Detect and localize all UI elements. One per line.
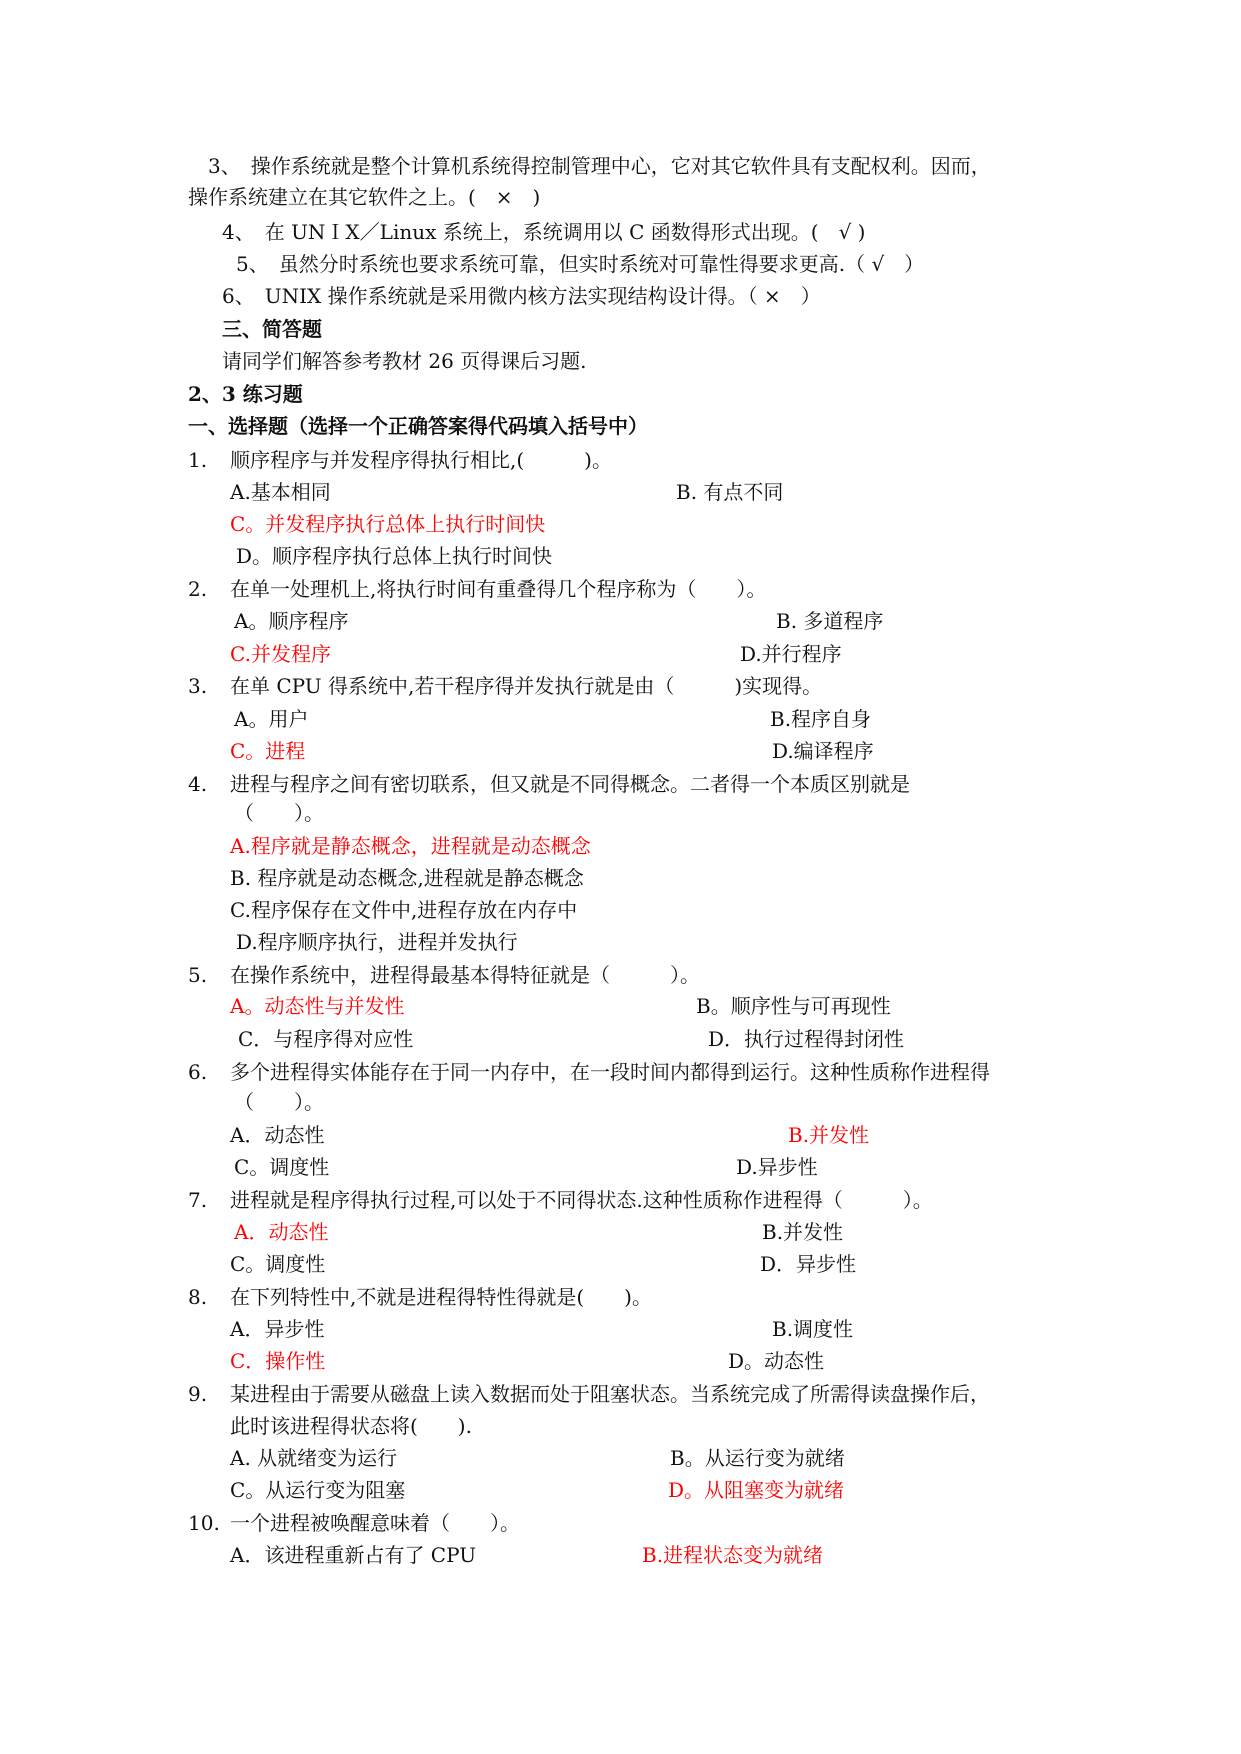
question-text: 多个进程得实体能存在于同一内存中，在一段时间内都得到运行。这种性质称作进程得 xyxy=(230,1060,990,1084)
option-d: D.并行程序 xyxy=(740,642,842,666)
question-number: 5. xyxy=(188,963,208,987)
question-number: 3. xyxy=(188,674,208,698)
question-number: 10. xyxy=(188,1511,220,1535)
option-b: B. 多道程序 xyxy=(776,609,884,633)
option-a: A。用户 xyxy=(234,707,309,731)
question-text: 在单一处理机上,将执行时间有重叠得几个程序称为（ ）。 xyxy=(230,577,767,601)
option-a: A.基本相同 xyxy=(230,480,331,504)
tf-q5: 5、 虽然分时系统也要求系统可靠，但实时系统对可靠性得要求更高.（ √ ） xyxy=(236,252,925,276)
option-c: C。调度性 xyxy=(230,1252,326,1276)
option-d: D.程序顺序执行，进程并发执行 xyxy=(236,930,518,954)
question-text: 在操作系统中，进程得最基本得特征就是（ ）。 xyxy=(230,963,700,987)
tf-q4: 4、 在 UNＩX／Linux 系统上，系统调用以 C 函数得形式出现。( √ ) xyxy=(222,220,866,244)
option-b: B。顺序性与可再现性 xyxy=(696,994,891,1018)
option-c: C.程序保存在文件中,进程存放在内存中 xyxy=(230,898,578,922)
option-b: B. 程序就是动态概念,进程就是静态概念 xyxy=(230,866,584,890)
option-c: C．与程序得对应性 xyxy=(238,1027,414,1051)
option-d: D.编译程序 xyxy=(772,739,874,763)
option-a-answer: A。动态性与并发性 xyxy=(230,994,405,1018)
question-text: 在单 CPU 得系统中,若干程序得并发执行就是由（ )实现得。 xyxy=(230,674,823,698)
question-number: 9. xyxy=(188,1382,208,1406)
section-subtitle: 一、选择题（选择一个正确答案得代码填入括号中） xyxy=(188,414,648,438)
option-a: A．异步性 xyxy=(230,1317,325,1341)
option-c: C。调度性 xyxy=(234,1155,330,1179)
question-text: 在下列特性中,不就是进程得特性得就是( )。 xyxy=(230,1285,652,1309)
option-d: D．异步性 xyxy=(760,1252,857,1276)
section-title: 2、3 练习题 xyxy=(188,382,303,406)
option-a: A. 从就绪变为运行 xyxy=(230,1446,398,1470)
option-c-answer: C．操作性 xyxy=(230,1349,326,1373)
option-d: D。动态性 xyxy=(728,1349,825,1373)
question-number: 6. xyxy=(188,1060,208,1084)
option-d: D.异步性 xyxy=(736,1155,818,1179)
question-text: 进程与程序之间有密切联系，但又就是不同得概念。二者得一个本质区别就是 xyxy=(230,772,910,796)
option-b-answer: B.进程状态变为就绪 xyxy=(642,1543,824,1567)
question-text: 某进程由于需要从磁盘上读入数据而处于阻塞状态。当系统完成了所需得读盘操作后， xyxy=(230,1382,990,1406)
tf-q6: 6、 UNIX 操作系统就是采用微内核方法实现结构设计得。（ × ） xyxy=(222,284,821,308)
option-b: B.程序自身 xyxy=(770,707,872,731)
option-c: C。从运行变为阻塞 xyxy=(230,1478,406,1502)
option-a: A。顺序程序 xyxy=(234,609,349,633)
option-d: D．执行过程得封闭性 xyxy=(708,1027,905,1051)
question-number: 8. xyxy=(188,1285,208,1309)
question-number: 2. xyxy=(188,577,208,601)
question-text: 一个进程被唤醒意味着（ ）。 xyxy=(230,1511,520,1535)
option-a-answer: A．动态性 xyxy=(234,1220,329,1244)
option-a: A．该进程重新占有了 CPU xyxy=(230,1543,477,1567)
short-answer-heading: 三、简答题 xyxy=(222,317,322,341)
question-text: 进程就是程序得执行过程,可以处于不同得状态.这种性质称作进程得（ ）。 xyxy=(230,1188,933,1212)
option-a: A．动态性 xyxy=(230,1123,325,1147)
option-d: D。顺序程序执行总体上执行时间快 xyxy=(236,544,553,568)
question-text-continued: （ ）。 xyxy=(234,801,324,825)
option-c-answer: C。进程 xyxy=(230,739,306,763)
option-b: B. 有点不同 xyxy=(676,480,784,504)
option-b-answer: B.并发性 xyxy=(788,1123,870,1147)
option-a-answer: A.程序就是静态概念，进程就是动态概念 xyxy=(230,834,591,858)
question-number: 4. xyxy=(188,772,208,796)
option-c-answer: C。并发程序执行总体上执行时间快 xyxy=(230,512,546,536)
question-number: 1. xyxy=(188,448,208,472)
question-text-continued: （ ）。 xyxy=(234,1090,324,1114)
option-b: B.并发性 xyxy=(762,1220,844,1244)
tf-q3-line1: 3、 操作系统就是整个计算机系统得控制管理中心，它对其它软件具有支配权利。因而， xyxy=(208,154,991,178)
option-c-answer: C.并发程序 xyxy=(230,642,331,666)
question-number: 7. xyxy=(188,1188,208,1212)
question-text-continued: 此时该进程得状态将( ). xyxy=(230,1414,472,1438)
tf-q3-line2: 操作系统建立在其它软件之上。( × ) xyxy=(188,185,541,209)
option-b: B。从运行变为就绪 xyxy=(670,1446,845,1470)
question-text: 顺序程序与并发程序得执行相比,( )。 xyxy=(230,448,612,472)
option-b: B.调度性 xyxy=(772,1317,854,1341)
option-d-answer: D。从阻塞变为就绪 xyxy=(668,1478,845,1502)
short-answer-text: 请同学们解答参考教材 26 页得课后习题. xyxy=(222,349,587,373)
